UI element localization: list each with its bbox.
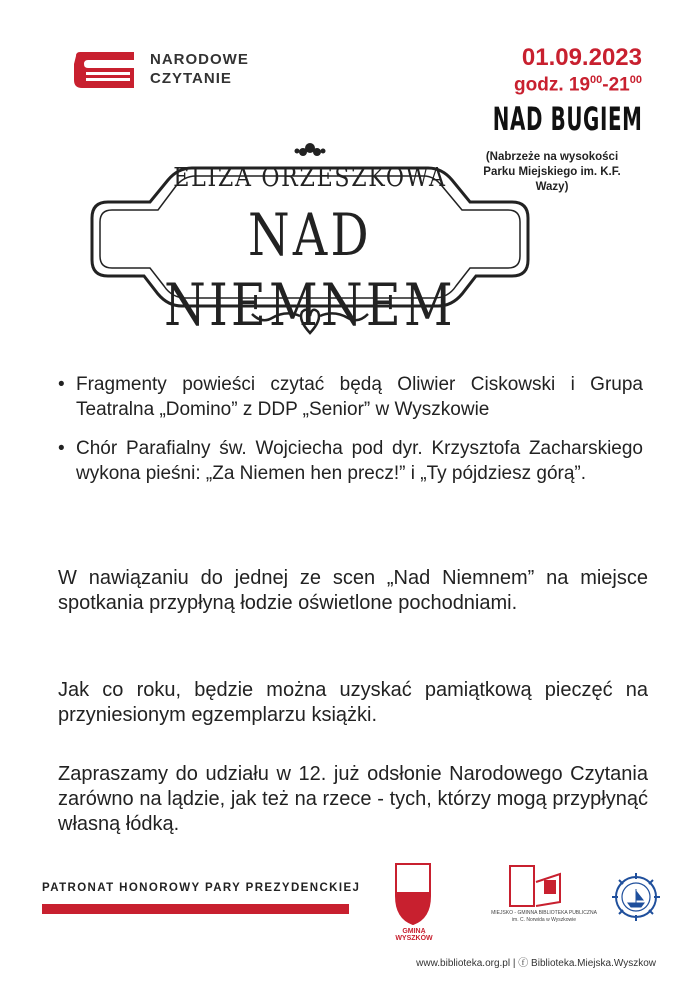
footer-links: [416, 954, 656, 969]
event-date: 01.09.2023: [521, 44, 642, 71]
event-place: NAD BUGIEM: [492, 100, 642, 138]
gmina-crest-icon: [394, 862, 432, 926]
logo-line1: NARODOWE: [150, 51, 249, 68]
event-time: godz. $19^{00}-21^{00}$: [514, 74, 642, 96]
ship-wheel-logo-icon: [610, 871, 662, 923]
flower-ornament-icon: [295, 143, 326, 156]
patronage-bar: [42, 904, 349, 914]
paragraph-invitation: Zapraszamy do udziału w 12. już odsłonie Narodowego Czytania zarówno na lądzie, jak też na rzece - tych, którzy mogą przypłynąć własną łódką.: [58, 763, 648, 835]
narodowe-czytanie-logo-icon: [72, 50, 142, 90]
separator: |: [512, 958, 516, 969]
facebook-link[interactable]: Biblioteka.Miejska.Wyszkow: [531, 958, 656, 969]
book-title: NAD NIEMNEM: [164, 201, 456, 339]
list-item: • Chór Parafialny św. Wojciecha pod dyr. Krzysztofa Zacharskiego wykona pieśni: „Za Niemen hen precz!” i „Ty pójdziesz górą”.: [58, 436, 643, 486]
gmina-label: GMINA WYSZKÓW: [395, 928, 433, 942]
library-logo-icon: [486, 862, 600, 940]
facebook-icon: ⓕ: [518, 958, 529, 969]
list-item: • Fragmenty powieści czytać będą Oliwier Ciskowski i Grupa Teatralna „Domino” z DDP „Senior” w Wyszkowie: [58, 372, 643, 422]
paragraph-stamp: Jak co roku, będzie można uzyskać pamiątkową pieczęć na przyniesionym egzemplarzu książki.: [58, 679, 648, 726]
logo-text: [150, 50, 249, 88]
logo-line2: CZYTANIE: [150, 70, 232, 87]
paragraph-boats: W nawiązaniu do jednej ze scen „Nad Niemnem” na miejsce spotkania przypłyną łodzie oświetlone pochodniami.: [58, 567, 648, 614]
bullet-list: [58, 372, 643, 500]
book-author: ELIZA ORZESZKOWA: [173, 163, 447, 193]
library-label: MIEJSKO - GMINNA BIBLIOTEKA PUBLICZNA im. C. Norwida w Wyszkowie: [491, 910, 597, 923]
website-link[interactable]: www.biblioteka.org.pl: [416, 958, 511, 969]
patronage-text: PATRONAT HONOROWY PARY PREZYDENCKIEJ: [42, 882, 361, 894]
place-description: (Nabrzeże na wysokości Parku Miejskiego im. K.F. Wazy): [483, 151, 621, 193]
